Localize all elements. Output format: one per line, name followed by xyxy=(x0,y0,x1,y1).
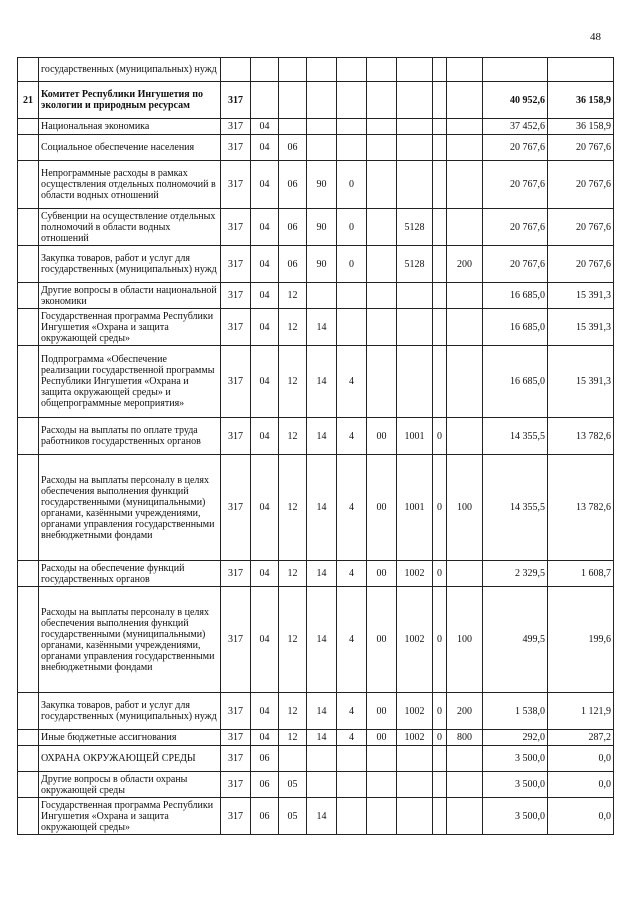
row-number xyxy=(18,561,39,587)
subprogram-code xyxy=(337,283,367,309)
direction-code: 1002 xyxy=(397,730,433,746)
expense-type-code xyxy=(447,746,483,772)
program-code: 14 xyxy=(307,309,337,346)
planned-amount: 20 767,6 xyxy=(483,161,548,209)
event-code xyxy=(367,309,397,346)
table-row xyxy=(18,772,614,798)
planned-amount: 16 685,0 xyxy=(483,283,548,309)
executed-amount: 0,0 xyxy=(548,746,614,772)
suffix-code: 0 xyxy=(433,455,447,561)
subprogram-code: 4 xyxy=(337,730,367,746)
table-row xyxy=(18,346,614,418)
subprogram-code: 0 xyxy=(337,161,367,209)
subsection-code: 12 xyxy=(279,693,307,730)
section-code: 04 xyxy=(251,161,279,209)
direction-code: 1002 xyxy=(397,693,433,730)
subsection-code xyxy=(279,746,307,772)
program-code: 14 xyxy=(307,455,337,561)
row-number xyxy=(18,772,39,798)
section-code: 04 xyxy=(251,561,279,587)
event-code: 00 xyxy=(367,418,397,455)
program-code: 90 xyxy=(307,209,337,246)
planned-amount: 14 355,5 xyxy=(483,455,548,561)
row-number xyxy=(18,283,39,309)
planned-amount: 3 500,0 xyxy=(483,772,548,798)
section-code: 06 xyxy=(251,772,279,798)
suffix-code xyxy=(433,309,447,346)
subsection-code: 05 xyxy=(279,772,307,798)
row-number xyxy=(18,161,39,209)
executed-amount: 287,2 xyxy=(548,730,614,746)
grbs-code: 317 xyxy=(221,455,251,561)
table-row xyxy=(18,587,614,693)
row-number xyxy=(18,418,39,455)
row-number xyxy=(18,209,39,246)
direction-code: 1001 xyxy=(397,418,433,455)
grbs-code: 317 xyxy=(221,798,251,835)
suffix-code xyxy=(433,746,447,772)
executed-amount: 15 391,3 xyxy=(548,283,614,309)
expense-type-code xyxy=(447,82,483,119)
direction-code: 1002 xyxy=(397,561,433,587)
direction-code: 5128 xyxy=(397,246,433,283)
grbs-code: 317 xyxy=(221,283,251,309)
row-number xyxy=(18,309,39,346)
subsection-code: 12 xyxy=(279,455,307,561)
section-code: 04 xyxy=(251,309,279,346)
suffix-code: 0 xyxy=(433,418,447,455)
section-code: 06 xyxy=(251,746,279,772)
section-code xyxy=(251,58,279,82)
subprogram-code: 4 xyxy=(337,346,367,418)
row-name: Непрограммные расходы в рамках осуществления отдельных полномочий в области водных отношений xyxy=(39,161,221,209)
subprogram-code xyxy=(337,309,367,346)
executed-amount: 20 767,6 xyxy=(548,161,614,209)
grbs-code: 317 xyxy=(221,82,251,119)
event-code: 00 xyxy=(367,455,397,561)
planned-amount: 20 767,6 xyxy=(483,246,548,283)
section-code: 04 xyxy=(251,587,279,693)
row-name: Другие вопросы в области охраны окружающей среды xyxy=(39,772,221,798)
expense-type-code xyxy=(447,798,483,835)
subsection-code: 12 xyxy=(279,346,307,418)
planned-amount: 292,0 xyxy=(483,730,548,746)
event-code xyxy=(367,283,397,309)
planned-amount: 1 538,0 xyxy=(483,693,548,730)
program-code xyxy=(307,746,337,772)
event-code xyxy=(367,82,397,119)
event-code: 00 xyxy=(367,587,397,693)
suffix-code xyxy=(433,283,447,309)
table-row xyxy=(18,58,614,82)
section-code: 04 xyxy=(251,693,279,730)
expense-type-code xyxy=(447,58,483,82)
subprogram-code xyxy=(337,119,367,135)
event-code xyxy=(367,346,397,418)
row-name: Закупка товаров, работ и услуг для государственных (муниципальных) нужд xyxy=(39,693,221,730)
expense-type-code xyxy=(447,561,483,587)
table-row xyxy=(18,209,614,246)
planned-amount: 37 452,6 xyxy=(483,119,548,135)
subsection-code: 12 xyxy=(279,730,307,746)
subsection-code: 06 xyxy=(279,135,307,161)
planned-amount: 14 355,5 xyxy=(483,418,548,455)
suffix-code xyxy=(433,58,447,82)
row-name: государственных (муниципальных) нужд xyxy=(39,58,221,82)
row-name: Государственная программа Республики Ингушетия «Охрана и защита окружающей среды» xyxy=(39,798,221,835)
budget-table-body xyxy=(18,58,614,835)
executed-amount: 13 782,6 xyxy=(548,418,614,455)
grbs-code: 317 xyxy=(221,418,251,455)
event-code xyxy=(367,209,397,246)
expense-type-code: 800 xyxy=(447,730,483,746)
suffix-code xyxy=(433,82,447,119)
row-name: ОХРАНА ОКРУЖАЮЩЕЙ СРЕДЫ xyxy=(39,746,221,772)
grbs-code: 317 xyxy=(221,693,251,730)
program-code: 90 xyxy=(307,246,337,283)
program-code xyxy=(307,82,337,119)
subsection-code xyxy=(279,58,307,82)
grbs-code: 317 xyxy=(221,119,251,135)
expense-type-code xyxy=(447,346,483,418)
event-code xyxy=(367,135,397,161)
direction-code xyxy=(397,772,433,798)
planned-amount: 20 767,6 xyxy=(483,135,548,161)
expense-type-code xyxy=(447,309,483,346)
expense-type-code xyxy=(447,119,483,135)
suffix-code xyxy=(433,135,447,161)
event-code: 00 xyxy=(367,730,397,746)
suffix-code: 0 xyxy=(433,693,447,730)
row-number: 21 xyxy=(18,82,39,119)
program-code xyxy=(307,119,337,135)
grbs-code: 317 xyxy=(221,730,251,746)
subprogram-code: 4 xyxy=(337,455,367,561)
section-code: 04 xyxy=(251,209,279,246)
row-number xyxy=(18,119,39,135)
table-row xyxy=(18,309,614,346)
direction-code xyxy=(397,119,433,135)
grbs-code: 317 xyxy=(221,561,251,587)
program-code xyxy=(307,135,337,161)
expense-type-code xyxy=(447,772,483,798)
section-code: 04 xyxy=(251,455,279,561)
direction-code xyxy=(397,309,433,346)
subprogram-code xyxy=(337,798,367,835)
grbs-code: 317 xyxy=(221,772,251,798)
subprogram-code: 0 xyxy=(337,209,367,246)
row-number xyxy=(18,693,39,730)
event-code xyxy=(367,772,397,798)
expense-type-code: 100 xyxy=(447,455,483,561)
executed-amount: 36 158,9 xyxy=(548,119,614,135)
program-code: 14 xyxy=(307,561,337,587)
row-number xyxy=(18,346,39,418)
executed-amount: 36 158,9 xyxy=(548,82,614,119)
suffix-code: 0 xyxy=(433,561,447,587)
program-code xyxy=(307,772,337,798)
program-code: 90 xyxy=(307,161,337,209)
section-code: 04 xyxy=(251,346,279,418)
program-code: 14 xyxy=(307,730,337,746)
executed-amount: 13 782,6 xyxy=(548,455,614,561)
expense-type-code: 100 xyxy=(447,587,483,693)
expense-type-code xyxy=(447,283,483,309)
row-name: Расходы на обеспечение функций государственных органов xyxy=(39,561,221,587)
subsection-code: 06 xyxy=(279,246,307,283)
grbs-code: 317 xyxy=(221,209,251,246)
expense-type-code: 200 xyxy=(447,246,483,283)
grbs-code: 317 xyxy=(221,309,251,346)
program-code xyxy=(307,58,337,82)
budget-table xyxy=(17,57,614,835)
row-name: Расходы на выплаты персоналу в целях обеспечения выполнения функций государственными (муниципальными) органами, казёнными учреждениями, органами управления государственными внебюджетными фондами xyxy=(39,455,221,561)
table-row xyxy=(18,246,614,283)
planned-amount: 499,5 xyxy=(483,587,548,693)
subprogram-code xyxy=(337,746,367,772)
subprogram-code xyxy=(337,58,367,82)
direction-code xyxy=(397,161,433,209)
program-code: 14 xyxy=(307,346,337,418)
direction-code xyxy=(397,346,433,418)
executed-amount: 15 391,3 xyxy=(548,346,614,418)
row-name: Иные бюджетные ассигнования xyxy=(39,730,221,746)
direction-code: 5128 xyxy=(397,209,433,246)
row-number xyxy=(18,455,39,561)
event-code: 00 xyxy=(367,561,397,587)
subprogram-code: 4 xyxy=(337,418,367,455)
row-name: Другие вопросы в области национальной экономики xyxy=(39,283,221,309)
planned-amount: 3 500,0 xyxy=(483,798,548,835)
table-row xyxy=(18,798,614,835)
table-row xyxy=(18,283,614,309)
subsection-code: 06 xyxy=(279,209,307,246)
subsection-code: 12 xyxy=(279,418,307,455)
event-code xyxy=(367,798,397,835)
planned-amount xyxy=(483,58,548,82)
planned-amount: 16 685,0 xyxy=(483,346,548,418)
expense-type-code xyxy=(447,161,483,209)
table-row xyxy=(18,161,614,209)
row-number xyxy=(18,135,39,161)
subsection-code: 12 xyxy=(279,587,307,693)
subprogram-code xyxy=(337,135,367,161)
executed-amount: 20 767,6 xyxy=(548,135,614,161)
event-code xyxy=(367,746,397,772)
event-code xyxy=(367,58,397,82)
subsection-code: 12 xyxy=(279,309,307,346)
executed-amount: 1 608,7 xyxy=(548,561,614,587)
row-number xyxy=(18,587,39,693)
row-number xyxy=(18,246,39,283)
table-row xyxy=(18,119,614,135)
row-name: Подпрограмма «Обеспечение реализации государственной программы Республики Ингушетия «Охрана и защита окружающей среды» и общепрограммные мероприятия» xyxy=(39,346,221,418)
direction-code: 1002 xyxy=(397,587,433,693)
executed-amount: 20 767,6 xyxy=(548,246,614,283)
grbs-code: 317 xyxy=(221,161,251,209)
suffix-code xyxy=(433,798,447,835)
page-number: 48 xyxy=(590,31,601,43)
program-code: 14 xyxy=(307,587,337,693)
table-row xyxy=(18,730,614,746)
grbs-code: 317 xyxy=(221,746,251,772)
row-name: Национальная экономика xyxy=(39,119,221,135)
table-row xyxy=(18,135,614,161)
expense-type-code xyxy=(447,135,483,161)
suffix-code: 0 xyxy=(433,587,447,693)
suffix-code xyxy=(433,346,447,418)
table-row xyxy=(18,418,614,455)
direction-code xyxy=(397,58,433,82)
table-row xyxy=(18,82,614,119)
planned-amount: 3 500,0 xyxy=(483,746,548,772)
executed-amount: 0,0 xyxy=(548,798,614,835)
row-number xyxy=(18,730,39,746)
program-code xyxy=(307,283,337,309)
subsection-code xyxy=(279,82,307,119)
program-code: 14 xyxy=(307,693,337,730)
direction-code xyxy=(397,798,433,835)
row-number xyxy=(18,746,39,772)
section-code xyxy=(251,82,279,119)
row-name: Субвенции на осуществление отдельных полномочий в области водных отношений xyxy=(39,209,221,246)
subsection-code: 12 xyxy=(279,283,307,309)
expense-type-code: 200 xyxy=(447,693,483,730)
suffix-code xyxy=(433,119,447,135)
row-name: Закупка товаров, работ и услуг для государственных (муниципальных) нужд xyxy=(39,246,221,283)
grbs-code: 317 xyxy=(221,135,251,161)
section-code: 04 xyxy=(251,119,279,135)
suffix-code xyxy=(433,772,447,798)
table-row xyxy=(18,746,614,772)
subsection-code xyxy=(279,119,307,135)
table-row xyxy=(18,561,614,587)
section-code: 06 xyxy=(251,798,279,835)
planned-amount: 40 952,6 xyxy=(483,82,548,119)
subprogram-code: 4 xyxy=(337,693,367,730)
event-code xyxy=(367,246,397,283)
planned-amount: 2 329,5 xyxy=(483,561,548,587)
table-row xyxy=(18,455,614,561)
planned-amount: 16 685,0 xyxy=(483,309,548,346)
section-code: 04 xyxy=(251,730,279,746)
grbs-code: 317 xyxy=(221,246,251,283)
expense-type-code xyxy=(447,418,483,455)
expense-type-code xyxy=(447,209,483,246)
subprogram-code xyxy=(337,772,367,798)
planned-amount: 20 767,6 xyxy=(483,209,548,246)
direction-code xyxy=(397,82,433,119)
row-name: Комитет Республики Ингушетия по экологии и природным ресурсам xyxy=(39,82,221,119)
subsection-code: 12 xyxy=(279,561,307,587)
row-name: Государственная программа Республики Ингушетия «Охрана и защита окружающей среды» xyxy=(39,309,221,346)
executed-amount: 15 391,3 xyxy=(548,309,614,346)
row-name: Расходы на выплаты персоналу в целях обеспечения выполнения функций государственными (муниципальными) органами, казёнными учреждениями, органами управления государственными внебюджетными фондами xyxy=(39,587,221,693)
subprogram-code: 4 xyxy=(337,587,367,693)
suffix-code: 0 xyxy=(433,730,447,746)
section-code: 04 xyxy=(251,283,279,309)
row-number xyxy=(18,58,39,82)
direction-code xyxy=(397,135,433,161)
suffix-code xyxy=(433,209,447,246)
executed-amount xyxy=(548,58,614,82)
grbs-code xyxy=(221,58,251,82)
program-code: 14 xyxy=(307,798,337,835)
program-code: 14 xyxy=(307,418,337,455)
subprogram-code: 0 xyxy=(337,246,367,283)
suffix-code xyxy=(433,246,447,283)
subprogram-code xyxy=(337,82,367,119)
subsection-code: 05 xyxy=(279,798,307,835)
executed-amount: 20 767,6 xyxy=(548,209,614,246)
executed-amount: 1 121,9 xyxy=(548,693,614,730)
subprogram-code: 4 xyxy=(337,561,367,587)
event-code xyxy=(367,161,397,209)
executed-amount: 199,6 xyxy=(548,587,614,693)
direction-code xyxy=(397,746,433,772)
table-row xyxy=(18,693,614,730)
row-number xyxy=(18,798,39,835)
event-code xyxy=(367,119,397,135)
row-name: Социальное обеспечение населения xyxy=(39,135,221,161)
grbs-code: 317 xyxy=(221,346,251,418)
row-name: Расходы на выплаты по оплате труда работников государственных органов xyxy=(39,418,221,455)
grbs-code: 317 xyxy=(221,587,251,693)
direction-code: 1001 xyxy=(397,455,433,561)
section-code: 04 xyxy=(251,246,279,283)
suffix-code xyxy=(433,161,447,209)
section-code: 04 xyxy=(251,418,279,455)
event-code: 00 xyxy=(367,693,397,730)
direction-code xyxy=(397,283,433,309)
section-code: 04 xyxy=(251,135,279,161)
subsection-code: 06 xyxy=(279,161,307,209)
executed-amount: 0,0 xyxy=(548,772,614,798)
